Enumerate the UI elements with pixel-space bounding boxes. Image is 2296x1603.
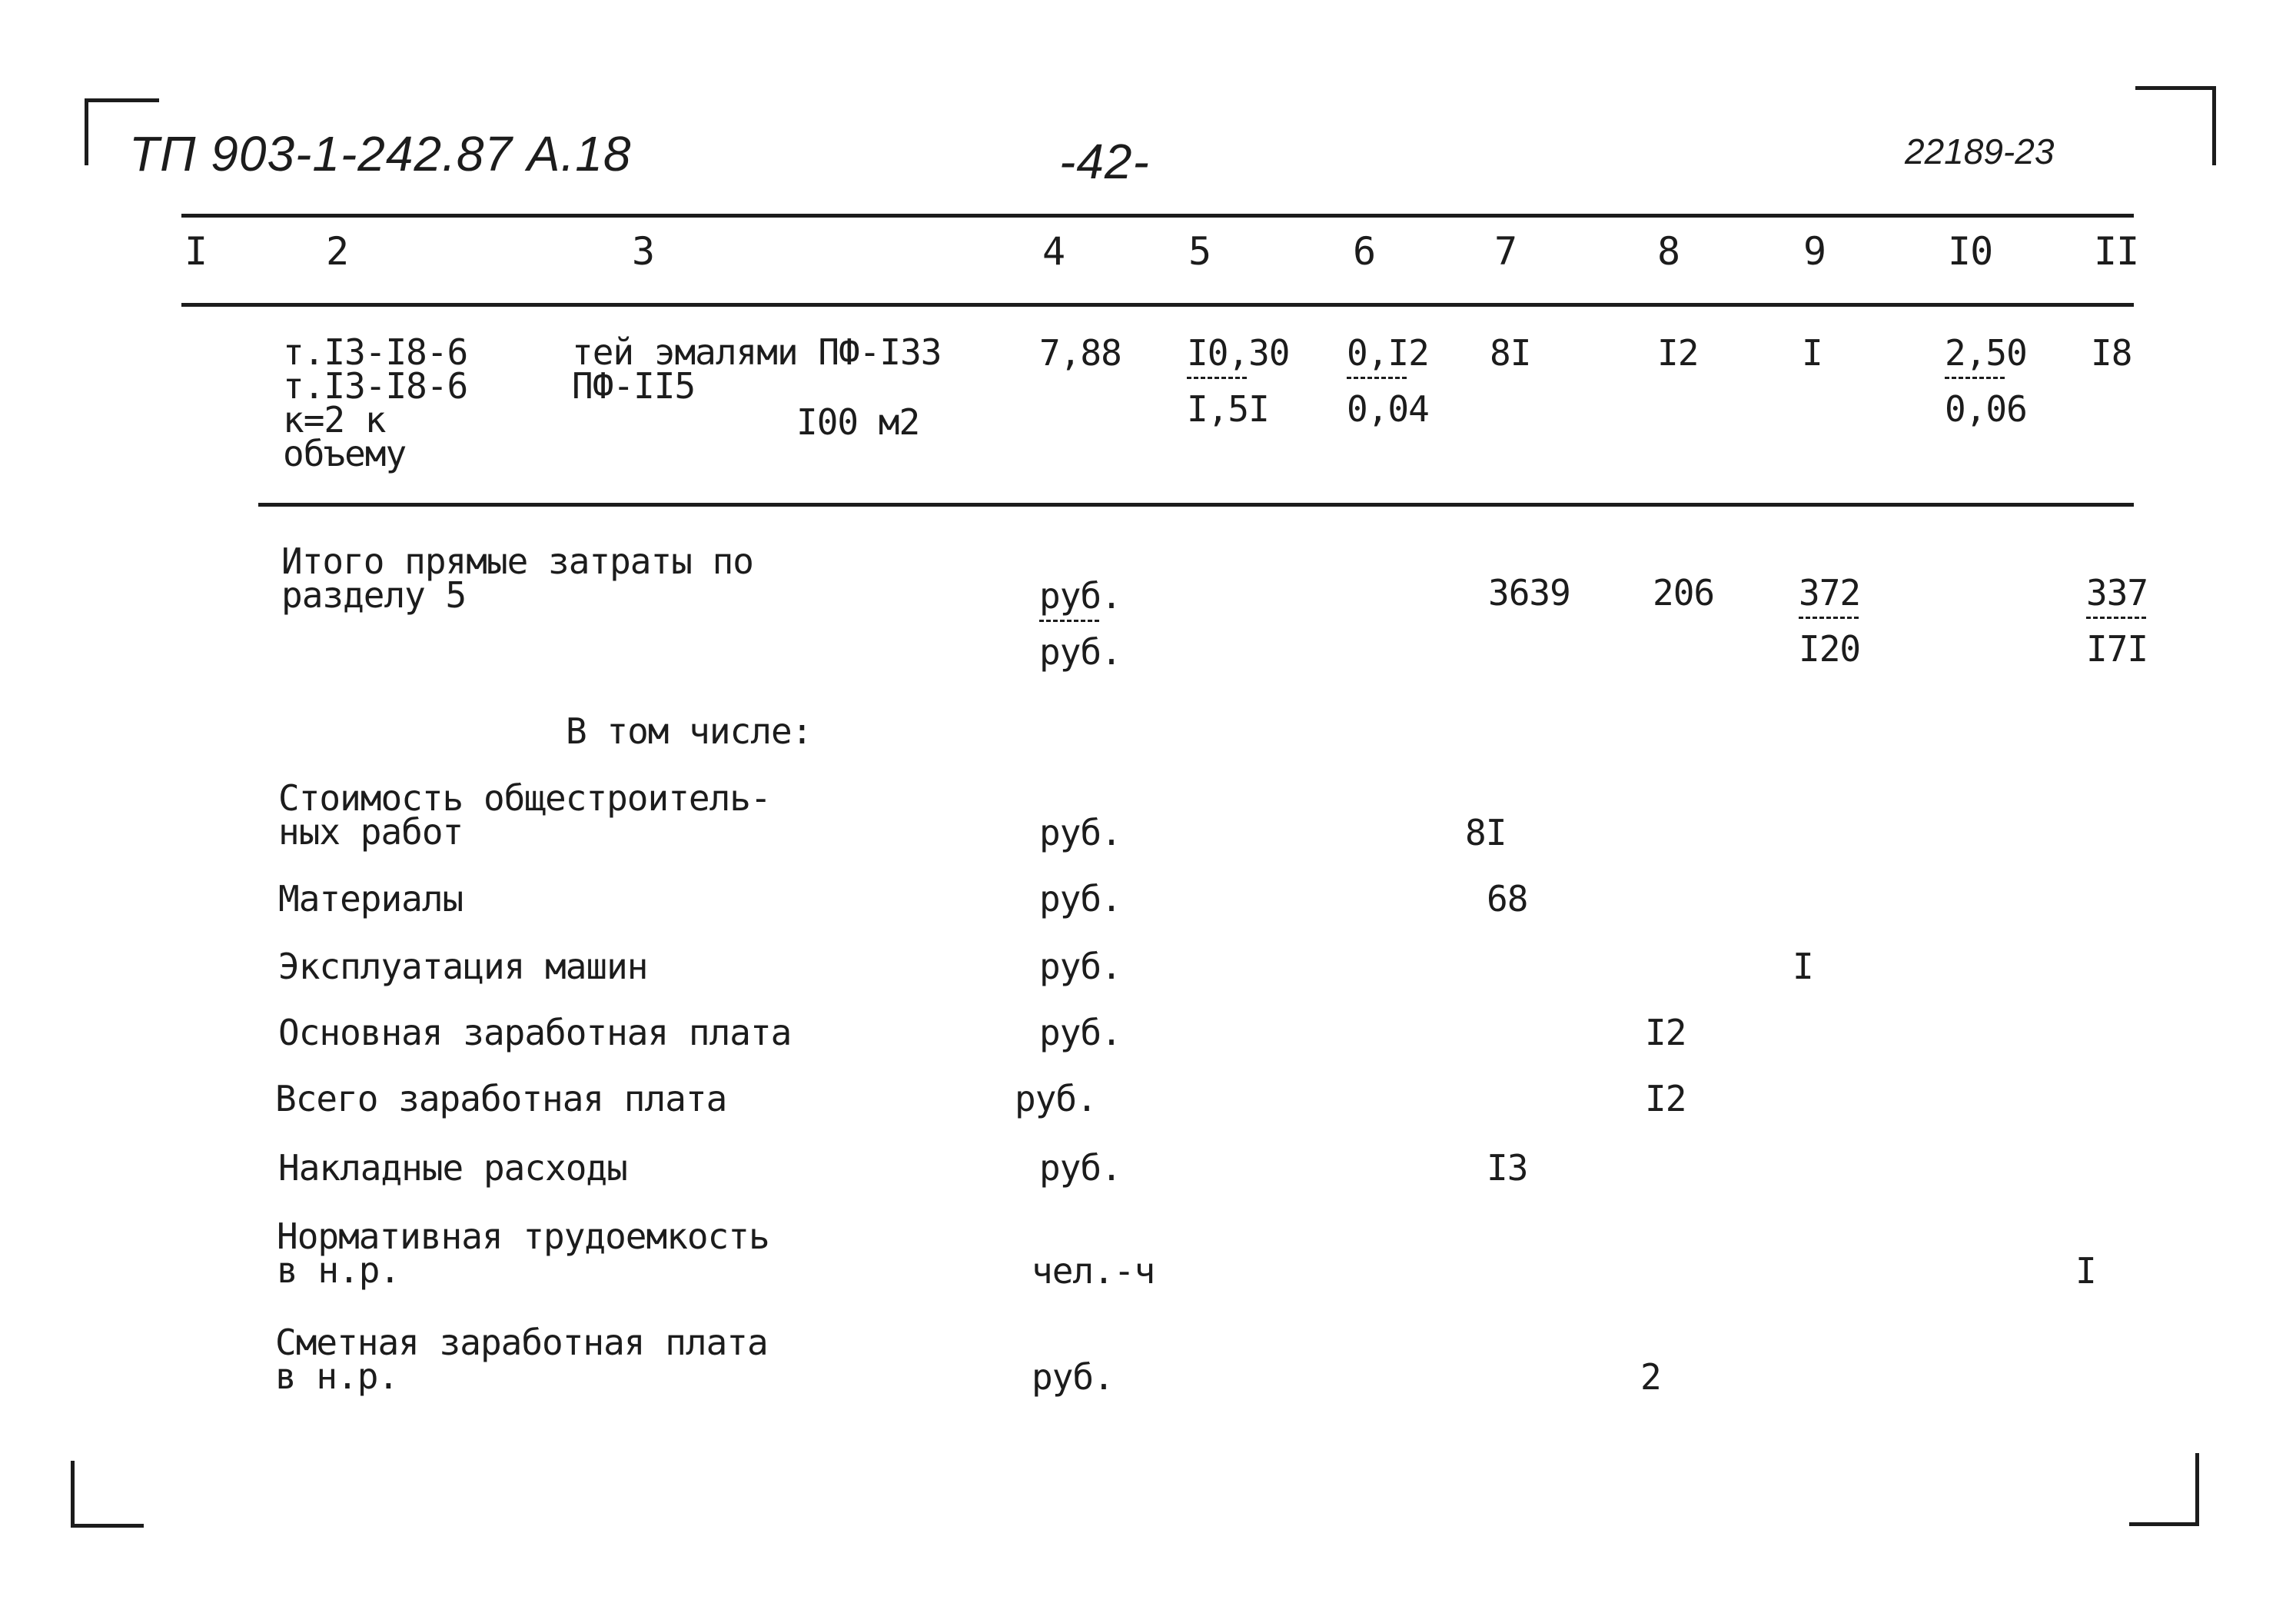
item-col4: 7,88	[1039, 332, 1121, 374]
breakdown-unit: руб.	[1032, 1356, 1114, 1398]
item-code: т.I3-I8-6 т.I3-I8-6 к=2 к объему	[283, 331, 468, 474]
breakdown-value: 8I	[1465, 812, 1507, 853]
archive-number: 22189-23	[1905, 131, 2055, 171]
breakdown-value: I2	[1645, 1078, 1686, 1119]
breakdown-unit: руб.	[1039, 1012, 1121, 1053]
breakdown-unit: руб.	[1039, 946, 1121, 987]
breakdown-label: Основная заработная плата	[278, 1012, 792, 1053]
item-col6-fraction: 0,I2 0,04	[1347, 332, 1429, 430]
breakdown-label: Стоимость общестроитель- ных работ	[278, 777, 771, 853]
column-number: 6	[1353, 229, 1376, 274]
breakdown-value: 2	[1640, 1356, 1661, 1398]
column-number: II	[2094, 229, 2139, 274]
item-col5-fraction: I0,30 I,5I	[1187, 332, 1290, 430]
breakdown-value: I2	[1645, 1012, 1686, 1053]
frame-corner-bottom-left	[71, 1461, 144, 1528]
breakdown-value: 68	[1487, 878, 1528, 920]
column-number: 7	[1494, 229, 1517, 274]
total-col11-fraction: 337 I7I	[2086, 572, 2148, 670]
column-number: I0	[1948, 229, 1993, 274]
column-number: I	[184, 229, 208, 274]
item-unit: I00 м2	[796, 401, 920, 443]
breakdown-unit: руб.	[1039, 878, 1121, 920]
page-number: -42-	[1059, 134, 1150, 189]
breakdown-label: Материалы	[278, 878, 464, 920]
total-col9-fraction: 372 I20	[1799, 572, 1861, 670]
table-header-rule	[181, 303, 2134, 307]
breakdown-value: I	[1793, 946, 1813, 987]
frame-corner-top-right	[2135, 86, 2216, 165]
column-number: 3	[632, 229, 655, 274]
breakdown-unit: руб.	[1039, 812, 1121, 853]
breakdown-label: Нормативная трудоемкость в н.р.	[277, 1216, 769, 1291]
column-number: 2	[326, 229, 349, 274]
column-number: 8	[1657, 229, 1680, 274]
breakdown-unit: чел.-ч	[1032, 1250, 1155, 1292]
breakdown-value: I3	[1487, 1147, 1528, 1189]
item-col10-fraction: 2,50 0,06	[1945, 332, 2027, 430]
frame-corner-bottom-right	[2129, 1453, 2199, 1526]
breakdown-value: I	[2075, 1250, 2096, 1292]
item-col7: 8I	[1490, 332, 1531, 374]
breakdown-label: Сметная заработная плата в н.р.	[275, 1322, 768, 1397]
total-label: Итого прямые затраты по разделу 5	[281, 540, 753, 616]
breakdown-label: Эксплуатация машин	[278, 946, 648, 987]
breakdown-label: Всего заработная плата	[275, 1078, 727, 1119]
item-col8: I2	[1657, 332, 1699, 374]
document-code: ТП 903-1-242.87 А.18	[129, 126, 632, 181]
breakdown-unit: руб.	[1039, 1147, 1121, 1189]
breakdown-label: Накладные расходы	[278, 1147, 627, 1189]
table-top-rule	[181, 214, 2134, 218]
total-col7: 3639	[1488, 572, 1570, 614]
total-col8: 206	[1653, 572, 1715, 614]
item-description: тей эмалями ПФ-I33 ПФ-II5	[572, 331, 942, 407]
including-label: В том числе:	[566, 710, 812, 752]
section-divider-rule	[258, 503, 2134, 507]
column-number: 9	[1803, 229, 1826, 274]
item-col9: I	[1802, 332, 1823, 374]
column-number: 4	[1042, 229, 1065, 274]
item-col11: I8	[2091, 332, 2132, 374]
column-number: 5	[1188, 229, 1211, 274]
total-unit-fraction: руб. руб.	[1039, 575, 1121, 673]
breakdown-unit: руб.	[1015, 1078, 1097, 1119]
